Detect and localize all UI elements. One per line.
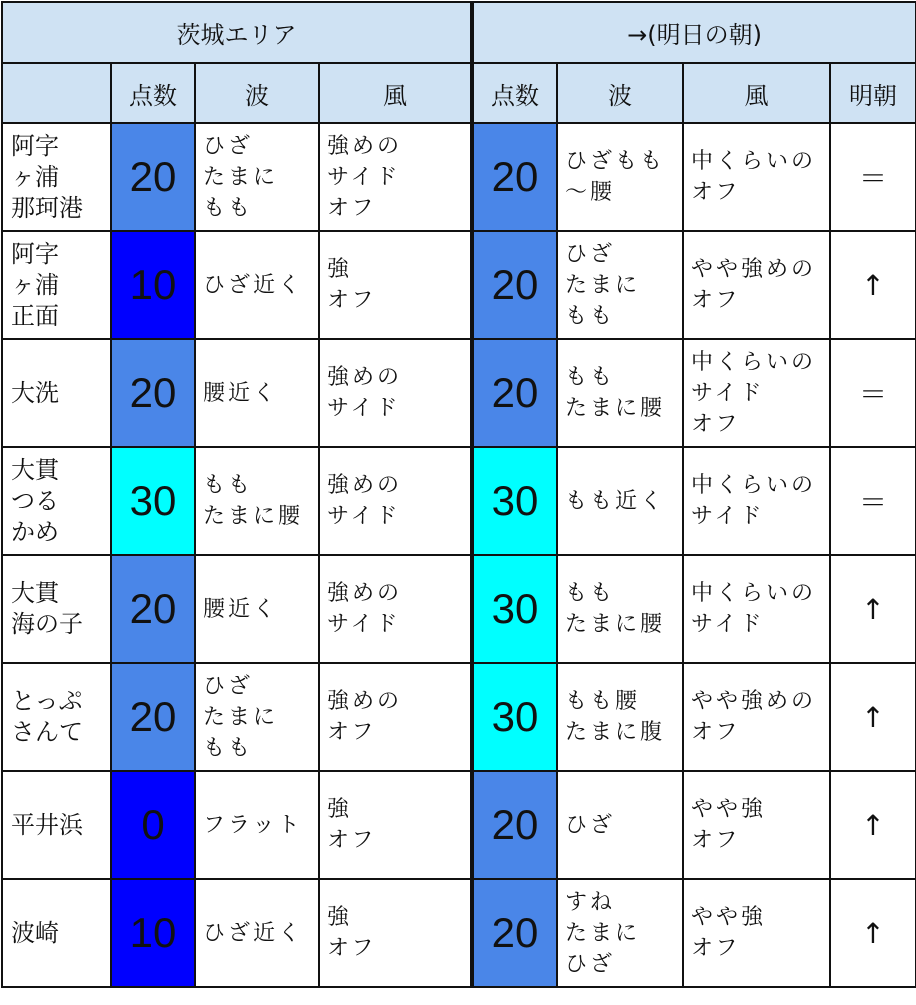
tomorrow-score-cell: 30 xyxy=(472,663,557,771)
tomorrow-wave-cell-line: ひざ xyxy=(565,241,616,267)
tomorrow-wave-cell-line: もも近く xyxy=(565,488,666,514)
spot-name-cell-line: 大貫 xyxy=(11,579,59,607)
trend-cell: ＝ xyxy=(830,339,916,447)
tomorrow-wave-cell-line: たまに腰 xyxy=(565,396,666,421)
wind-cell-line: 強 xyxy=(327,257,353,282)
tomorrow-wind-cell-line: 中くらいの xyxy=(691,149,817,174)
tomorrow-wind-cell xyxy=(683,663,830,771)
tomorrow-wind-cell xyxy=(683,123,830,231)
tomorrow-score-cell: 20 xyxy=(472,339,557,447)
tomorrow-wave-cell-line: 〜腰 xyxy=(565,180,616,205)
tomorrow-wave-cell-line: ひざ xyxy=(565,951,616,977)
wind-cell-line: 強めの xyxy=(327,365,403,390)
tomorrow-wind-cell xyxy=(683,339,830,447)
tomorrow-wave-cell xyxy=(557,123,683,231)
spot-name-cell xyxy=(2,663,111,771)
spot-name-cell-line: さんて xyxy=(11,718,83,746)
trend-cell: ↑ xyxy=(830,663,916,771)
trend-cell: ＝ xyxy=(830,447,916,555)
header-row-columns xyxy=(2,63,916,123)
tomorrow-score-cell: 20 xyxy=(472,231,557,339)
spot-name-cell-line: ヶ浦 xyxy=(11,162,59,191)
tomorrow-score-cell: 30 xyxy=(472,447,557,555)
spot-name-cell xyxy=(2,771,111,879)
wind-cell xyxy=(319,123,472,231)
spot-name-cell-line: かめ xyxy=(11,517,59,546)
tomorrow-title: →(明日の朝) xyxy=(472,2,916,63)
wave-cell xyxy=(195,447,319,555)
spot-name-cell-line: ヶ浦 xyxy=(11,270,59,299)
score-cell: 30 xyxy=(111,447,195,555)
tomorrow-wave-cell-line: もも xyxy=(565,581,616,606)
wind-cell-line: オフ xyxy=(327,288,377,313)
score-cell: 20 xyxy=(111,339,195,447)
spot-name-cell-line: 正面 xyxy=(11,301,59,330)
wave-cell-line: もも xyxy=(203,735,254,761)
score-cell: 0 xyxy=(111,771,195,879)
tomorrow-wave-cell-line: たまに腹 xyxy=(565,720,666,745)
table-row xyxy=(2,231,916,339)
tomorrow-wave-cell xyxy=(557,231,683,339)
col-header-tomorrow-wind: 風 xyxy=(683,63,830,123)
wave-cell-line: 腰近く xyxy=(203,380,279,406)
trend-cell: ↑ xyxy=(830,231,916,339)
tomorrow-wind-cell-line: やや強めの xyxy=(691,257,817,282)
spot-name-cell-line: 那珂港 xyxy=(11,193,83,222)
wave-cell-line: たまに xyxy=(203,164,279,190)
spot-name-cell-line: つる xyxy=(11,486,59,515)
tomorrow-wind-cell xyxy=(683,555,830,663)
spot-name-cell xyxy=(2,231,111,339)
wave-cell-line: たまに xyxy=(203,704,279,730)
tomorrow-wave-cell-line: たまに腰 xyxy=(565,612,666,637)
tomorrow-wind-cell-line: やや強めの xyxy=(691,689,817,714)
tomorrow-wave-cell-line: たまに xyxy=(565,920,641,946)
tomorrow-wind-cell xyxy=(683,879,830,987)
wind-cell-line: 強 xyxy=(327,797,353,822)
table-row xyxy=(2,663,916,771)
wind-cell xyxy=(319,663,472,771)
tomorrow-wave-cell xyxy=(557,771,683,879)
tomorrow-wave-cell-line: もも xyxy=(565,303,616,329)
wind-cell-line: 強めの xyxy=(327,581,403,606)
tomorrow-score-cell: 20 xyxy=(472,123,557,231)
tomorrow-wind-cell xyxy=(683,771,830,879)
spot-name-cell-line: 波崎 xyxy=(11,918,59,947)
score-cell: 20 xyxy=(111,663,195,771)
wind-cell xyxy=(319,447,472,555)
score-cell: 10 xyxy=(111,231,195,339)
spot-name-cell xyxy=(2,555,111,663)
tomorrow-wave-cell xyxy=(557,879,683,987)
wave-cell-line: ひざ xyxy=(203,673,254,699)
tomorrow-wind-cell-line: 中くらいの xyxy=(691,349,817,375)
spot-name-cell-line: 平井浜 xyxy=(11,810,83,839)
tomorrow-wave-cell-line: もも腰 xyxy=(565,689,641,714)
wind-cell-line: オフ xyxy=(327,936,377,961)
wave-cell xyxy=(195,771,319,879)
wind-cell xyxy=(319,555,472,663)
tomorrow-wind-cell-line: 中くらいの xyxy=(691,581,817,606)
tomorrow-wind-cell-line: サイド xyxy=(691,380,765,406)
tomorrow-wave-cell xyxy=(557,663,683,771)
table-row xyxy=(2,555,916,663)
col-header-tomorrow-score: 点数 xyxy=(472,63,557,123)
col-header-spot xyxy=(2,63,111,123)
wave-cell-line: ひざ近く xyxy=(203,272,304,298)
wave-cell xyxy=(195,231,319,339)
wave-cell-line: フラット xyxy=(203,812,303,838)
spot-name-cell-line: 阿字 xyxy=(11,239,59,268)
tomorrow-wind-cell-line: 中くらいの xyxy=(691,473,817,498)
tomorrow-score-cell: 30 xyxy=(472,555,557,663)
tomorrow-wind-cell-line: やや強 xyxy=(691,905,767,930)
tomorrow-score-cell: 20 xyxy=(472,771,557,879)
header-row-titles xyxy=(2,2,916,63)
tomorrow-wind-cell-line: オフ xyxy=(691,828,741,853)
score-cell: 20 xyxy=(111,123,195,231)
surf-forecast-table xyxy=(1,1,916,988)
table-row xyxy=(2,447,916,555)
table-body xyxy=(2,123,916,987)
col-header-trend: 明朝 xyxy=(830,63,916,123)
wave-cell xyxy=(195,555,319,663)
table-row xyxy=(2,339,916,447)
wind-cell xyxy=(319,771,472,879)
wave-cell xyxy=(195,663,319,771)
spot-name-cell xyxy=(2,447,111,555)
tomorrow-wind-cell-line: オフ xyxy=(691,180,741,205)
tomorrow-wave-cell xyxy=(557,339,683,447)
tomorrow-wave-cell-line: ひざもも xyxy=(565,149,666,174)
wind-cell xyxy=(319,879,472,987)
trend-cell: ↑ xyxy=(830,879,916,987)
tomorrow-wave-cell-line: ひざ xyxy=(565,812,616,838)
wave-cell-line: もも xyxy=(203,473,254,498)
tomorrow-wind-cell-line: サイド xyxy=(691,612,765,637)
trend-cell: ＝ xyxy=(830,123,916,231)
wave-cell xyxy=(195,879,319,987)
tomorrow-wind-cell-line: オフ xyxy=(691,936,741,961)
tomorrow-wave-cell-line: すね xyxy=(565,889,616,915)
tomorrow-wind-cell xyxy=(683,447,830,555)
wind-cell-line: 強 xyxy=(327,905,353,930)
wave-cell xyxy=(195,123,319,231)
col-header-wave: 波 xyxy=(195,63,319,123)
tomorrow-wind-cell-line: やや強 xyxy=(691,797,767,822)
wave-cell-line: 腰近く xyxy=(203,596,279,622)
wave-cell-line: ひざ xyxy=(203,133,254,159)
tomorrow-wave-cell-line: たまに xyxy=(565,272,641,298)
col-header-tomorrow-wave: 波 xyxy=(557,63,683,123)
col-header-wind: 風 xyxy=(319,63,472,123)
trend-cell: ↑ xyxy=(830,771,916,879)
tomorrow-wave-cell xyxy=(557,447,683,555)
spot-name-cell xyxy=(2,879,111,987)
trend-cell: ↑ xyxy=(830,555,916,663)
table-row xyxy=(2,123,916,231)
wave-cell-line: ひざ近く xyxy=(203,920,304,946)
wind-cell-line: 強めの xyxy=(327,133,403,159)
wind-cell-line: サイド xyxy=(327,612,401,637)
col-header-score: 点数 xyxy=(111,63,195,123)
wind-cell-line: サイド xyxy=(327,164,401,190)
tomorrow-wave-cell xyxy=(557,555,683,663)
score-cell: 10 xyxy=(111,879,195,987)
tomorrow-score-cell: 20 xyxy=(472,879,557,987)
wind-cell xyxy=(319,339,472,447)
tomorrow-wave-cell-line: もも xyxy=(565,365,616,390)
tomorrow-wind-cell-line: オフ xyxy=(691,411,741,437)
spot-name-cell-line: とっぷ xyxy=(11,687,83,715)
wind-cell-line: サイド xyxy=(327,504,401,529)
spot-name-cell-line: 大洗 xyxy=(11,378,59,407)
wind-cell-line: 強めの xyxy=(327,689,403,714)
tomorrow-wind-cell-line: サイド xyxy=(691,504,765,529)
table-row xyxy=(2,879,916,987)
tomorrow-wind-cell xyxy=(683,231,830,339)
spot-name-cell xyxy=(2,339,111,447)
wind-cell xyxy=(319,231,472,339)
spot-name-cell-line: 大貫 xyxy=(11,455,59,484)
wind-cell-line: オフ xyxy=(327,828,377,853)
wave-cell-line: もも xyxy=(203,195,254,221)
score-cell: 20 xyxy=(111,555,195,663)
table-row xyxy=(2,771,916,879)
wind-cell-line: サイド xyxy=(327,396,401,421)
tomorrow-wind-cell-line: オフ xyxy=(691,720,741,745)
area-title: 茨城エリア xyxy=(2,2,472,63)
spot-name-cell-line: 海の子 xyxy=(11,610,83,638)
tomorrow-wind-cell-line: オフ xyxy=(691,288,741,313)
spot-name-cell-line: 阿字 xyxy=(11,131,59,160)
wind-cell-line: オフ xyxy=(327,195,377,221)
wave-cell xyxy=(195,339,319,447)
wave-cell-line: たまに腰 xyxy=(203,504,304,529)
wind-cell-line: オフ xyxy=(327,720,377,745)
spot-name-cell xyxy=(2,123,111,231)
wind-cell-line: 強めの xyxy=(327,473,403,498)
